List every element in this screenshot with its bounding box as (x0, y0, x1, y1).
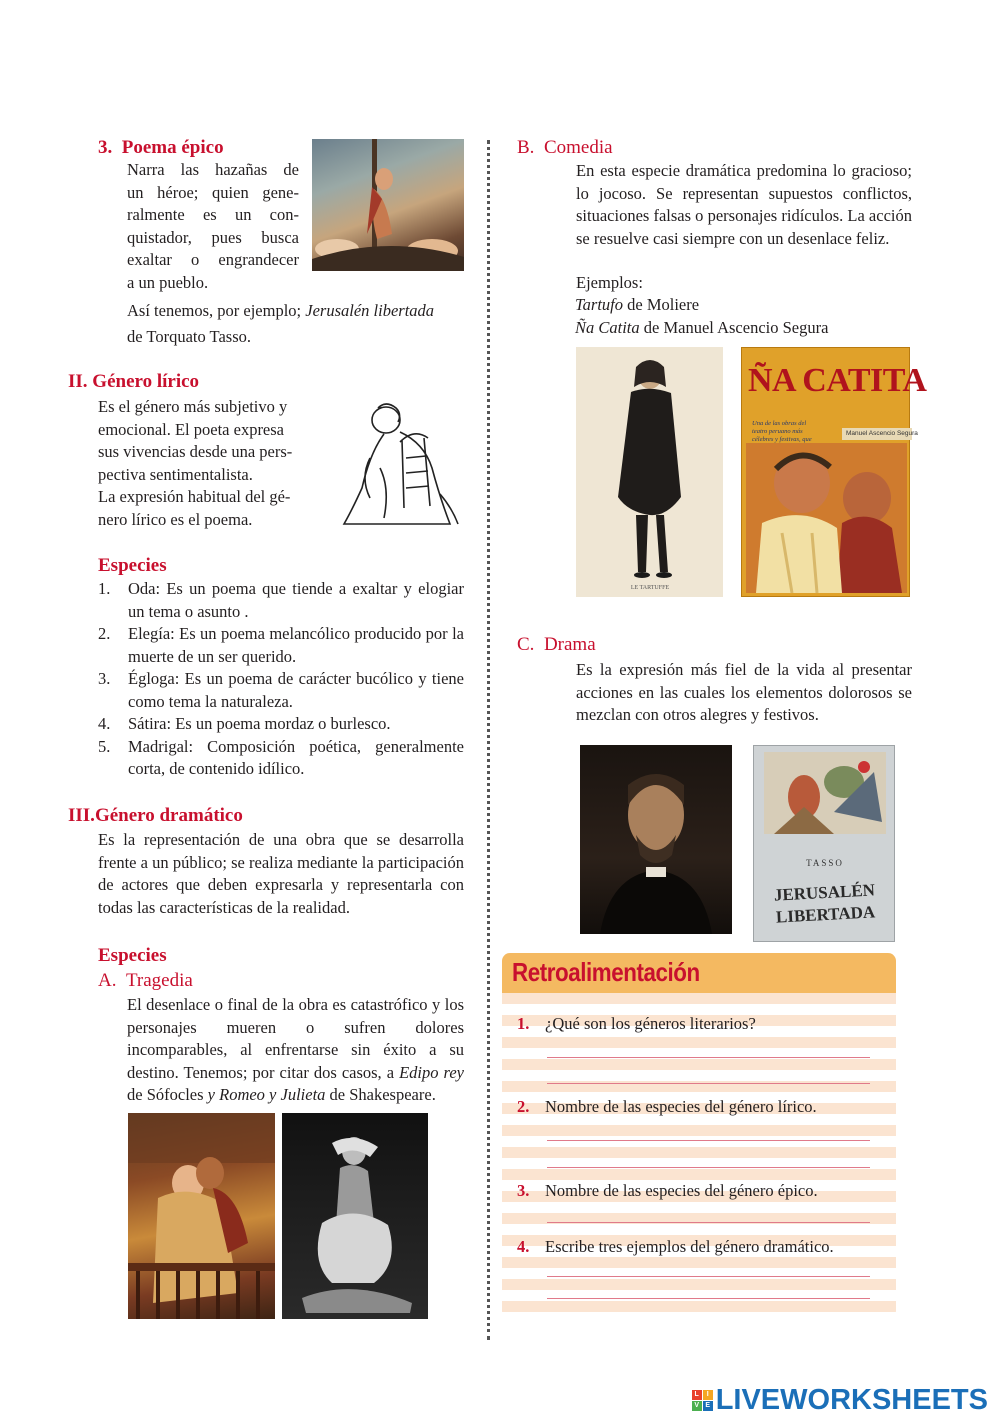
odysseus-painting (312, 139, 464, 271)
tartufo-illustration (576, 347, 723, 597)
na-catita-cover-title: ÑA CATITA (748, 362, 927, 399)
retro-question-3: 3. Nombre de las especies del género épico. (517, 1181, 818, 1200)
answer-line[interactable] (547, 1222, 870, 1223)
romeo-juliet-painting (128, 1113, 275, 1319)
na-catita-cover (741, 347, 927, 597)
retro-title: Retroalimentación (512, 957, 700, 987)
retro-question-1: 1. ¿Qué son los géneros literarios? (517, 1014, 756, 1033)
comedia-examples-label: Ejemplos: (576, 273, 643, 292)
answer-line[interactable] (547, 1167, 870, 1168)
na-catita-cover-author: Manuel Ascencio Segura (842, 428, 912, 440)
liveworksheets-wordmark: LIVEWORKSHEETS (715, 1384, 988, 1416)
dramatico-species-heading: Especies (98, 945, 167, 966)
retro-body (502, 993, 896, 1323)
tragedia-text: El desenlace o final de la obra es catastrófico y los personajes mueren o sufren dolores incomparables, al enfrentarse sin éxito a su destino. Tenemos; por citar dos casos, a Edipo rey de Sófocles y Romeo y Julieta de Shakespeare. (127, 995, 464, 1104)
tartufo-caption: LE TARTUFFE (630, 585, 670, 591)
comedia-text: En esta especie dramática predomina lo gracioso; lo jocoso. Se representan supuestos conflictos, situaciones falsas o personajes ridículos. La acción se resuelve casi siempre con un desenlace feliz. (576, 161, 912, 248)
list-item: 5. Madrigal: Composición poética, generalmente corta, de contenido idílico. (98, 736, 464, 778)
ballet-photo (282, 1113, 428, 1319)
list-item: 2. Elegía: Es un poema melancólico producido por la muerte de un ser querido. (98, 624, 464, 666)
column-divider (487, 140, 490, 1340)
na-catita-cover-blurb: Una de las obras del teatro peruano más célebres y festivas, que (752, 420, 812, 443)
tragedia-heading: A. Tragedia (98, 970, 193, 991)
answer-line[interactable] (547, 1083, 870, 1084)
answer-line[interactable] (547, 1298, 870, 1299)
poema-epico-text: Narra las hazañas de un héroe; quien gene- ralmente es un con- quistador, pues busca exaltar o engrandecer a un pueblo. (127, 160, 299, 292)
jerusalen-cover-title: JERUSALÉN LIBERTADA (773, 880, 876, 927)
comedia-heading: B. Comedia (517, 137, 613, 158)
list-item: 1. Oda: Es un poema que tiende a exaltar y elogiar un tema o asunto . (98, 579, 464, 621)
lirico-text: Es el género más subjetivo y emocional. El poeta expresa sus vivencias desde una pers- pectiva sentimentalista. La expresión habitual del gé- nero lírico es el poema. (98, 397, 293, 529)
dramatico-text: Es la representación de una obra que se desarrolla frente a un público; se realiza mediante la participación de actores que deben expresarla y representarla con todas las características de la realidad. (98, 830, 464, 917)
answer-line[interactable] (547, 1057, 870, 1058)
jerusalen-cover-author: TASSO (806, 858, 844, 868)
comedia-example-1: Tartufo de Moliere (575, 295, 700, 314)
liveworksheets-logo (692, 1384, 988, 1417)
poema-epico-example: Así tenemos, por ejemplo; Jerusalén libertada de Torquato Tasso. (127, 301, 435, 346)
retro-question-4: 4. Escribe tres ejemplos del género dramático. (517, 1237, 834, 1256)
drama-text: Es la expresión más fiel de la vida al presentar acciones en las cuales los elementos dolorosos se mezclan con otros alegres y festivos. (576, 660, 912, 724)
answer-line[interactable] (547, 1276, 870, 1277)
poema-epico-heading: 3. Poema épico (98, 137, 224, 158)
answer-line[interactable] (547, 1140, 870, 1141)
list-item: 3. Égloga: Es un poema de carácter bucólico y tiene como tema la naturaleza. (98, 669, 464, 711)
liveworksheets-mark-icon: L I V E (692, 1390, 713, 1411)
dramatico-heading: III.Género dramático (68, 805, 243, 826)
lirico-heading: II. Género lírico (68, 371, 200, 392)
list-item: 4. Sátira: Es un poema mordaz o burlesco. (98, 714, 391, 733)
drama-heading: C. Drama (517, 634, 596, 655)
jerusalen-libertada-cover (753, 745, 895, 942)
lope-de-vega-portrait (580, 745, 732, 934)
lirico-species-list (98, 578, 464, 781)
retro-question-2: 2. Nombre de las especies del género lírico. (517, 1097, 817, 1116)
comedia-example-2: Ña Catita de Manuel Ascencio Segura (575, 318, 829, 337)
lyre-player-drawing (340, 398, 462, 528)
lirico-species-heading: Especies (98, 555, 167, 576)
